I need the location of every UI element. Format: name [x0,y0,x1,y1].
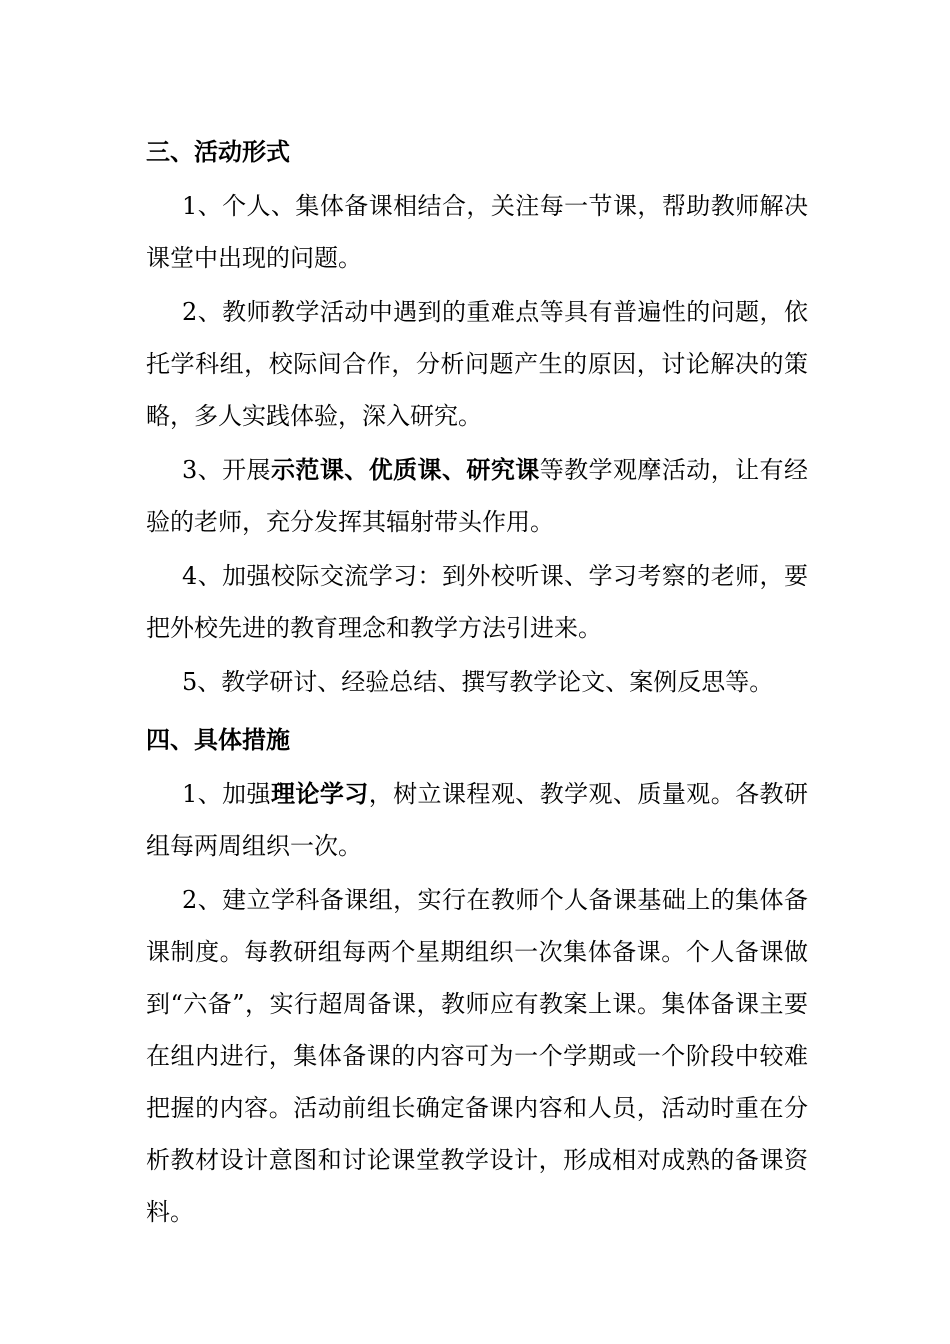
paragraph-suffix: ，树立课程观、教学观、质量观。各教研组每两周组织一次。 [146,780,808,860]
paragraph-item-2: 2、教师教学活动中遇到的重难点等具有普遍性的问题，依托学科组，校际间合作，分析问题产生的原因，讨论解决的策略，多人实践体验，深入研究。 [146,298,808,430]
measure-item-2: 2、建立学科备课组，实行在教师个人备课基础上的集体备课制度。每教研组每两个星期组织一次集体备课。个人备课做到“六备”，实行超周备课，教师应有教案上课。集体备课主要在组内进行，集体备课的内容可为一个学期或一个阶段中较难把握的内容。活动前组长确定备课内容和人员，活动时重在分析教材设计意图和讨论课堂教学设计，形成相对成熟的备课资料。 [146,886,808,1226]
paragraph-suffix: 等教学观摩活动，让有经验的老师，充分发挥其辐射带头作用。 [146,456,808,536]
paragraph-item-3 [146,444,808,548]
bold-emphasis: 示范课、优质课、研究课 [270,455,540,484]
section-heading-activity-forms: 三、活动形式 [146,137,290,166]
paragraph-prefix: 3、开展 [182,456,271,484]
paragraph-prefix: 1、加强 [182,780,271,808]
paragraph-item-1: 1、个人、集体备课相结合，关注每一节课，帮助教师解决课堂中出现的问题。 [146,192,808,272]
paragraph-item-4: 4、加强校际交流学习：到外校听课、学习考察的老师，要把外校先进的教育理念和教学方法引进来。 [146,562,808,642]
document-page [146,128,808,1240]
section-heading-specific-measures: 四、具体措施 [146,725,290,754]
paragraph-item-5: 5、教学研讨、经验总结、撰写教学论文、案例反思等。 [182,668,774,696]
bold-emphasis: 理论学习 [270,779,369,808]
measure-item-1 [146,768,808,872]
